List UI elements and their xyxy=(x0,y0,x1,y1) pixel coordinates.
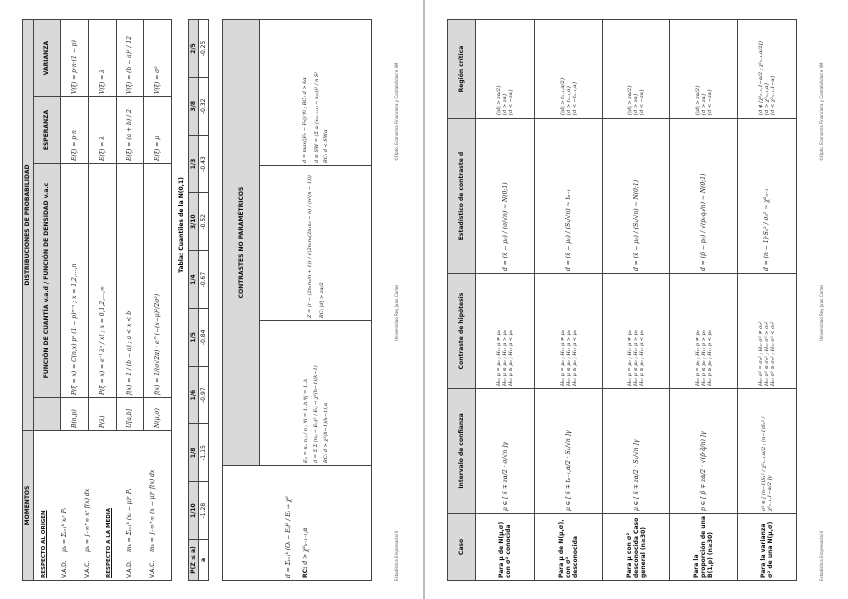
distributions-title: DISTRIBUCIONES DE PROBABILIDAD xyxy=(23,20,34,431)
dist-var: V(ξ) = p·n·(1 − p) xyxy=(61,20,89,97)
quantiles-title: Tabla: Cuantiles de la N(0,1) xyxy=(178,177,185,273)
rc-line: {d < −zα} xyxy=(706,88,713,116)
hyp-line: H₀: μ ≥ μ₀ ; H₁: μ < μ₀ xyxy=(571,330,578,386)
dist-mean: E(ξ) = λ xyxy=(88,97,116,164)
rc-line: {|d| > zα/2} xyxy=(627,84,634,116)
rc-line: {d < −tₙ₋₁,α} xyxy=(571,81,578,116)
origin-vac-formula: μₖ = ∫₋∞⁺∞ xʳ f(x) dx xyxy=(83,488,91,552)
chi-rc: d > χ²ₖ₋₁₋ₗ,α xyxy=(302,527,309,565)
dist-func-header: FUNCIÓN DE CUANTÍA v.a.d / FUNCIÓN DE DENSIDAD v.a.c xyxy=(33,164,61,398)
nonparametric-table xyxy=(222,19,372,581)
footer-right: ©Dpto. Economía Financiera y Contabilidad e IIM xyxy=(819,62,824,161)
runs-stat: Z = (r − (2n₁n₂/n + 1)) / √(2n₁n₂(2n₁n₂ − n) / (n²(n − 1))) xyxy=(306,175,313,318)
dist-mean: E(ξ) = μ xyxy=(144,97,172,164)
row-hyp xyxy=(602,274,670,389)
quantile-prob: 1/6 xyxy=(189,366,199,424)
quantile-prob: 2/5 xyxy=(189,20,199,78)
col-contraste: Contraste de hipótesis xyxy=(448,274,476,389)
quantiles-value-label: a xyxy=(199,540,209,581)
quantile-value: -0.25 xyxy=(199,20,209,78)
footer-left: Estadística Empresarial II xyxy=(819,530,824,581)
rc-line: {d > χ²ₙ₋₁,α} xyxy=(763,82,770,116)
hyp-line: H₀: σ² = σ₀² ; H₁: σ² ≠ σ₀² xyxy=(757,321,764,386)
row-stat: d = (x̄ − μ₀) / (σ/√n) ~ N(0;1) xyxy=(476,119,535,274)
quantile-prob: 1/8 xyxy=(189,424,199,482)
hyp-line: H₀: p ≥ p₀ ; H₁: p < p₀ xyxy=(706,330,713,386)
row-hyp xyxy=(737,274,796,389)
page-right-content xyxy=(425,0,848,599)
dist-func: P(ξ = x) = e⁻ˡ λˣ / x! ; x = 0,1,2,…,∞ xyxy=(88,164,116,398)
footer-left: Estadística Empresarial II xyxy=(394,530,399,581)
hyp-line: H₀: μ ≥ μ₀ ; H₁: μ < μ₀ xyxy=(508,330,515,386)
dist-var: V(ξ) = λ xyxy=(88,20,116,97)
independence-eij: Eᵢⱼ = nᵢ. n.ⱼ / n ; ∀i = 1..h ∀j = 1..k xyxy=(302,378,309,463)
chi-square-stat: d = Σᵢ₌₁ᵏ (Oᵢ − Eᵢ)² / Eᵢ → χ² xyxy=(285,496,292,578)
rc-line: {d < χ²ₙ₋₁,1−α} xyxy=(769,75,776,116)
hyp-line: H₀: μ ≤ μ₀ ; H₁: μ > μ₀ xyxy=(633,330,640,386)
dist-mean: E(ξ) = p·n xyxy=(61,97,89,164)
table-row xyxy=(535,20,603,581)
rc-line: {|d| > zα/2} xyxy=(496,84,503,116)
chi-rc-label: RC: xyxy=(302,566,309,578)
row-rc xyxy=(670,20,738,119)
independence-stat: d = Σ Σ (nᵢⱼ − Eᵢⱼ)² / Eᵢⱼ → χ²(h−1)(k−1) xyxy=(312,365,319,463)
row-caso: Para μ con σ² desconocida Caso general (n≥30) xyxy=(602,514,670,581)
dist-name: N(μ,σ) xyxy=(144,398,172,431)
table-row xyxy=(602,20,670,581)
row-stat: d = (n − 1)·S₁² / σ₀² ~ χ²ₙ₋₁ xyxy=(737,119,796,274)
ks-stat: d = max(|Fₙ − F₀|) ∀i ; RC: d > kα xyxy=(302,77,309,163)
row-hyp xyxy=(476,274,535,389)
origin-vad-label: V.A.D. xyxy=(61,560,69,578)
dist-mean: E(ξ) = (a + b) / 2 xyxy=(116,97,144,164)
rc-line: {d ∉ [χ²ₙ₋₁,1−α/2 ; χ²ₙ₋₁,α/2]} xyxy=(757,40,764,116)
quantile-value: -0.52 xyxy=(199,193,209,251)
moments-mean-label: RESPECTO A LA MEDIA xyxy=(105,507,112,578)
dist-func: P(ξ = x) = C(n,x) pˣ (1 − p)ⁿ⁻ˣ ; x = 1,2,…,n xyxy=(61,164,89,398)
hyp-line: H₀: p = p₀ ; H₁: p ≠ p₀ xyxy=(694,330,701,386)
row-ic: σ² ∈ [ (n−1)S₁² / χ²ₙ₋₁,α/2 ; (n−1)S₁² / χ²ₙ₋₁,1−α/2 ]γ xyxy=(737,389,796,514)
col-caso: Caso xyxy=(448,514,476,581)
page-left-content xyxy=(0,0,423,599)
mean-vad-formula: mₖ = Σᵢ₌₁ᵏ (xᵢ − μ)ʳ Pᵢ xyxy=(126,488,134,552)
row-stat: d = (x̄ − μ₀) / (S₁/√n) ~ N(0;1) xyxy=(602,119,670,274)
dist-var: V(ξ) = (b − a)² / 12 xyxy=(116,20,144,97)
quantile-value: -0.84 xyxy=(199,308,209,366)
dist-mean-header: ESPERANZA xyxy=(33,97,61,164)
row-rc xyxy=(535,20,603,119)
dist-name: B(n,p) xyxy=(61,398,89,431)
independence-rc: RC: d > χ²(h−1)(k−1),α xyxy=(322,402,329,463)
mean-vac-formula: mₖ = ∫₋∞⁺∞ (x − μ)ʳ f(x) dx xyxy=(148,469,156,552)
row-ic: μ ∈ [ x̄ ∓ zα/2 · σ/√n ]γ xyxy=(476,389,535,514)
quantile-prob: 3/10 xyxy=(189,193,199,251)
rc-line: {|d| > zα/2} xyxy=(694,84,701,116)
dist-name: P(λ) xyxy=(88,398,116,431)
row-caso: Para μ de N(μ,σ), con σ² desconocida xyxy=(535,514,603,581)
quantiles-prob-label: P(Z ≤ a) xyxy=(189,540,199,581)
runs-cell xyxy=(260,166,372,321)
row-rc xyxy=(737,20,796,119)
hyp-line: H₀: μ ≤ μ₀ ; H₁: μ > μ₀ xyxy=(565,330,572,386)
table-row xyxy=(476,20,535,581)
quantile-value: -0.67 xyxy=(199,251,209,309)
footer-center: Universidad Rey Juan Carlos xyxy=(819,284,824,341)
quantile-prob: 3/8 xyxy=(189,77,199,135)
moments-distributions-table xyxy=(22,19,172,581)
hyp-line: H₀: σ² ≥ σ₀² ; H₁: σ² < σ₀² xyxy=(769,321,776,386)
hyp-line: H₀: σ² ≤ σ₀² ; H₁: σ² > σ₀² xyxy=(763,321,770,386)
hyp-line: H₀: p ≤ p₀ ; H₁: p > p₀ xyxy=(700,330,707,386)
ks-sw-cell xyxy=(260,20,372,166)
hyp-line: H₀: μ ≤ μ₀ ; H₁: μ > μ₀ xyxy=(502,330,509,386)
dist-name-header xyxy=(33,398,61,431)
hyp-line: H₀: μ = μ₀ ; H₁: μ ≠ μ₀ xyxy=(627,330,634,386)
table-row xyxy=(670,20,738,581)
independence-cell xyxy=(260,321,372,466)
row-rc xyxy=(476,20,535,119)
row-caso: Para μ de N(μ,σ) con σ² conocida xyxy=(476,514,535,581)
hyp-line: H₀: μ = μ₀ ; H₁: μ ≠ μ₀ xyxy=(496,330,503,386)
col-region: Región crítica xyxy=(448,20,476,119)
rc-line: {|d| > tₙ₋₁,α/2} xyxy=(559,77,566,116)
quantiles-table xyxy=(188,19,209,581)
footer-right: ©Dpto. Economía Financiera y Contabilidad e IIM xyxy=(394,62,399,161)
page-right xyxy=(425,0,848,599)
quantile-value: -0.43 xyxy=(199,135,209,193)
quantile-value: -0.97 xyxy=(199,366,209,424)
row-caso: Para la varianza σ² de una N(μ,σ) xyxy=(737,514,796,581)
row-ic: μ ∈ [ x̄ ∓ zα/2 · S₁/√n ]γ xyxy=(602,389,670,514)
moments-inner xyxy=(34,431,164,580)
quantile-prob: 1/5 xyxy=(189,308,199,366)
hyp-line: H₀: μ = μ₀ ; H₁: μ ≠ μ₀ xyxy=(559,330,566,386)
dist-var-header: VARIANZA xyxy=(33,20,61,97)
hyp-line: H₀: μ ≥ μ₀ ; H₁: μ < μ₀ xyxy=(639,330,646,386)
moments-origin-label: RESPECTO AL ORIGEN xyxy=(40,510,47,578)
dist-var: V(ξ) = σ² xyxy=(144,20,172,97)
mean-vac-label: V.A.C. xyxy=(148,560,156,578)
runs-rc: RC: |d| > zα/2 xyxy=(318,282,325,318)
dist-func: f(x) = 1/(σ√2π) · e^(−(x−μ)²/2σ²) xyxy=(144,164,172,398)
row-stat: d = (x̄ − μ₀) / (S₁/√n) ~ tₙ₋₁ xyxy=(535,119,603,274)
rc-line: {d > zα} xyxy=(700,93,707,116)
quantile-value: -1.15 xyxy=(199,424,209,482)
dist-func: f(x) = 1 / (b − a) ; a < x < b xyxy=(116,164,144,398)
nonparametric-title: CONTRASTES NO PARAMÉTRICOS xyxy=(223,20,260,466)
origin-vad-formula: μₖ = Σᵢ₌₁ᵏ xᵢʳ Pᵢ xyxy=(61,508,69,552)
rc-line: {d < −zα} xyxy=(639,88,646,116)
table-row xyxy=(737,20,796,581)
moments-cell xyxy=(33,431,171,581)
chi-square-cell xyxy=(223,466,372,581)
dist-name: U[a,b] xyxy=(116,398,144,431)
row-caso: Para la proporción de una B(1,p) (n≥30) xyxy=(670,514,738,581)
quantile-value: -1.28 xyxy=(199,482,209,540)
row-hyp xyxy=(670,274,738,389)
rc-line: {d > zα} xyxy=(633,93,640,116)
rc-line: {d < −zα} xyxy=(508,88,515,116)
origin-vac-label: V.A.C. xyxy=(83,560,91,578)
sw-rc: RC: d < SWα xyxy=(323,129,330,163)
inference-table xyxy=(447,19,797,581)
row-ic: μ ∈ [ x̄ ∓ tₙ₋₁,α/2 · S₁/√n ]γ xyxy=(535,389,603,514)
quantile-value: -0.32 xyxy=(199,77,209,135)
row-rc xyxy=(602,20,670,119)
sw-stat: d ≡ SW = (Σ aᵢ (x₍ₙ₋ᵢ₊₁₎ − x₍ᵢ₎))² / n S² xyxy=(314,71,321,163)
moments-title: MOMENTOS xyxy=(23,431,34,581)
row-ic: p ∈ [ p̂ ∓ zα/2 · √(p̂·q̂/n) ]γ xyxy=(670,389,738,514)
row-hyp xyxy=(535,274,603,389)
quantile-prob: 1/3 xyxy=(189,135,199,193)
quantile-prob: 1/4 xyxy=(189,251,199,309)
quantile-prob: 1/10 xyxy=(189,482,199,540)
rc-line: {d > zα} xyxy=(502,93,509,116)
mean-vad-label: V.A.D. xyxy=(126,560,134,578)
col-intervalo: Intervalo de confianza xyxy=(448,389,476,514)
page-left xyxy=(0,0,423,599)
rc-line: {d > tₙ₋₁,α} xyxy=(565,85,572,116)
footer-center: Universidad Rey Juan Carlos xyxy=(394,284,399,341)
col-estadistico: Estadístico de contraste d xyxy=(448,119,476,274)
row-stat: d = (p̂ − p₀) / √(p₀q₀/n) ~ N(0;1) xyxy=(670,119,738,274)
